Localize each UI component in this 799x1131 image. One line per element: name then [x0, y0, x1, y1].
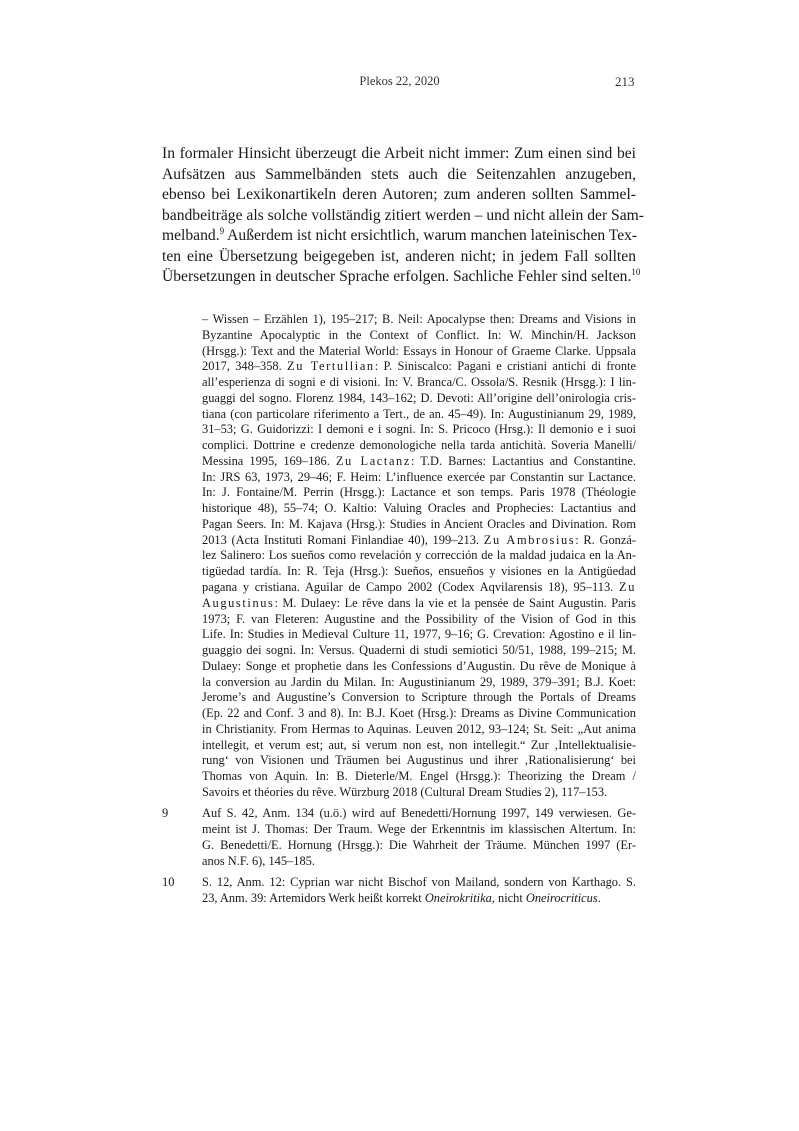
text-run: Messina 1995, 169–186. [202, 453, 336, 468]
text-run: pagana y cristiana. Aguilar de Campo 2002 (Codex Aqvilarensis 18), 95–113. [202, 580, 620, 595]
text-run: 31–53; G. Guidorizzi: I demoni e i sogni. In: S. Pricoco (Hrsg.): Il demonio e i suoi [202, 422, 636, 437]
text-run: intellegit, et verum est; aut, si verum non est, non intellegit.“ Zur ‚Intellektualisie- [202, 737, 636, 752]
text-line [202, 690, 636, 706]
text-run: guaggi del sogno. Florenz 1984, 143–162; D. Devoti: All’origine dell’onirologia cris- [202, 390, 636, 405]
italic-title: Oneirokritika [424, 890, 492, 905]
text-run: Übersetzungen in deutscher Sprache erfolgen. Sachliche Fehler sind selten. [162, 268, 632, 285]
text-run: bandbeiträge als solche vollständig zitiert werden – und nicht allein der Sam- [162, 206, 644, 224]
text-run: Life. In: Studies in Medieval Culture 11, 1977, 9–16; G. Crevation: Agostino e il lin- [202, 627, 636, 642]
text-line [202, 391, 636, 407]
spaced-heading: Zu Tertullian [287, 359, 375, 374]
running-title: Plekos 22, 2020 [359, 74, 440, 88]
text-run: In: J. Fontaine/M. Perrin (Hrsgg.): Lactance et son temps. Paris 1978 (Théologie [202, 485, 636, 500]
text-run: (Ep. 22 and Conf. 3 and 8). In: B.J. Koet (Hrsg.): Dreams as Divine Communication [202, 706, 636, 721]
text-run: ten eine Übersetzung beigegeben ist, anderen nicht; in jedem Fall sollten [162, 247, 636, 265]
text-run: Thomas von Aquin. In: B. Dieterle/M. Engel (Hrsgg.): Theorizing the Dream / [202, 769, 636, 784]
page-number: 213 [615, 74, 635, 89]
text-run: , nicht [491, 890, 526, 905]
text-line [202, 891, 636, 907]
text-line [202, 564, 636, 580]
text-run: In: JRS 63, 1973, 29–46; F. Heim: L’influence exercée par Constantin sur Lactance. [202, 469, 636, 484]
text-run: : R. Gonzá- [575, 532, 637, 547]
text-line [202, 454, 636, 470]
text-line [202, 753, 636, 769]
text-run: – Wissen – Erzählen 1), 195–217; B. Neil: Apocalypse then: Dreams and Visions in [202, 312, 636, 326]
text-line [202, 470, 636, 486]
spaced-heading: Zu Ambrosius [483, 532, 576, 547]
text-run: la conversion au Jardin du Milan. In: Augustinianum 29, 1989, 379–391; B.J. Koet: [202, 674, 636, 689]
text-run: Savoirs et théories du rêve. Würzburg 2018 (Cultural Dream Studies 2), 117–153. [202, 784, 608, 799]
text-run: ebenso bei Lexikonartikeln deren Autoren; zum anderen sollten Sammel- [162, 186, 636, 203]
text-line [202, 485, 636, 501]
text-line [202, 407, 636, 423]
text-run: in Christianity. From Hermas to Aquinas. Leuven 2012, 93–124; St. Seit: „Aut anima [202, 721, 636, 736]
text-line [202, 643, 636, 659]
text-run: 2013 (Acta Instituti Romani Finlandiae 40), 199–213. [202, 532, 484, 547]
footnote-ref: 10 [631, 267, 641, 277]
footnotes [162, 312, 636, 912]
text-line [162, 165, 636, 186]
text-run: Pagan Seers. In: M. Kajava (Hrsg.): Studies in Ancient Oracles and Divination. Rom [202, 516, 636, 531]
text-run: tigüedad tardía. In: R. Teja (Hrsg.): Sueños, ensueños y visiones en la Antigüedad [202, 564, 636, 579]
text-line [202, 854, 636, 870]
text-line [202, 822, 636, 838]
text-run: complici. Dottrine e credenze demonologiche nella tarda antichità. Soveria Manelli/ [202, 438, 636, 453]
text-run: Auf S. 42, Anm. 134 (u.ö.) wird auf Benedetti/Hornung 1997, 149 verwiesen. Ge- [202, 806, 636, 821]
text-line [202, 785, 636, 801]
text-line [162, 206, 644, 227]
text-run: (Hrsgg.): Text and the Material World: Essays in Honour of Graeme Clarke. Uppsala [202, 343, 636, 358]
text-line [202, 722, 636, 738]
text-line [202, 422, 636, 438]
text-line [162, 144, 636, 165]
text-run: rung‘ von Visionen und Träumen bei Augustinus und ihrer ‚Rationalisierung‘ bei [202, 753, 636, 768]
text-line [202, 675, 636, 691]
text-run: 1973; F. van Fleteren: Augustine and the Possibility of the Vision of God in this [202, 611, 636, 626]
text-line [202, 738, 636, 754]
text-run: Dulaey: Songe et prophetie dans les Confessions d’Augustin. Du rêve de Monique à [202, 658, 636, 673]
text-run: melband. [162, 227, 220, 244]
text-line [162, 247, 636, 268]
footnote [162, 312, 636, 801]
text-run: : P. Siniscalco: Pagani e cristiani antichi di fronte [374, 359, 636, 374]
text-line [202, 769, 636, 785]
text-line [202, 706, 636, 722]
text-line [202, 359, 636, 375]
text-run: historique 48), 55–74; O. Kaltio: Valuing Oracles and Prophecies: Lactantius and [202, 501, 636, 516]
text-line [162, 185, 636, 206]
text-run: all’esperienza di sogni e di visioni. In: V. Branca/C. Ossola/S. Resnik (Hrsgg.): I lin- [202, 375, 636, 390]
text-run: Aufsätzen aus Sammelbänden stets auch die Seitenzahlen anzugeben, [162, 165, 636, 183]
text-run: . [597, 890, 601, 905]
text-run: Außerdem ist nicht ersichtlich, warum manchen lateinischen Tex- [224, 227, 638, 244]
spaced-heading: Zu [619, 580, 636, 595]
text-line [162, 226, 636, 247]
text-run: S. 12, Anm. 12: Cyprian war nicht Bischof von Mailand, sondern von Karthago. S. [202, 874, 636, 889]
text-run: : T.D. Barnes: Lactantius and Constantine. [410, 453, 637, 468]
spaced-heading: Augustinus [202, 595, 275, 610]
text-line [202, 517, 636, 533]
text-run: : M. Dulaey: Le rêve dans la vie et la pensée de Saint Augustin. Paris [274, 595, 636, 610]
footnote-number: 10 [162, 874, 175, 889]
spaced-heading: Zu Lactanz [335, 453, 411, 468]
footnote [162, 875, 636, 907]
text-line [202, 875, 636, 891]
text-run: G. Benedetti/E. Hornung (Hrsgg.): Die Wahrheit der Träume. München 1997 (Er- [202, 837, 636, 852]
text-run: tiana (con particolare riferimento a Tert., de an. 45–49). In: Augustinianum 29, 1989, [202, 406, 636, 421]
main-paragraph [162, 144, 644, 288]
text-line [202, 659, 636, 675]
text-line [202, 438, 636, 454]
text-line [202, 328, 636, 344]
text-line [202, 548, 636, 564]
text-line [202, 612, 636, 628]
text-run: In formaler Hinsicht überzeugt die Arbeit nicht immer: Zum einen sind bei [162, 145, 636, 162]
footnote-number: 9 [162, 806, 169, 821]
text-run: Jerome’s and Augustine’s Conversion to Scripture through the Portals of Dreams [202, 690, 636, 705]
text-line [202, 501, 636, 517]
italic-title: Oneirocriticus [525, 890, 598, 905]
text-run: lez Salinero: Los sueños como revelación y corrección de la maldad judaica en la An- [202, 548, 636, 563]
text-run: meint ist J. Thomas: Der Traum. Wege der Erkenntnis im klassischen Altertum. In: [202, 822, 636, 836]
text-line [202, 312, 636, 328]
text-line [202, 627, 636, 643]
text-run: anos N.F. 6), 145–185. [202, 853, 315, 868]
text-run: guaggio dei sogni. In: Versus. Quaderni di studi semiotici 50/51, 1988, 199–215; M. [202, 643, 636, 658]
text-run: 23, Anm. 39: Artemidors Werk heißt korrekt [202, 890, 425, 905]
text-line [162, 267, 641, 288]
text-run: Byzantine Apocalyptic in the Context of Conflict. In: W. Minchin/H. Jackson [202, 327, 636, 342]
text-line [202, 580, 636, 596]
text-line [202, 375, 636, 391]
footnote-ref: 9 [219, 226, 225, 236]
text-line [202, 806, 636, 822]
text-line [202, 533, 636, 549]
text-line [202, 838, 636, 854]
footnote [162, 806, 636, 869]
text-run: 2017, 348–358. [202, 359, 288, 374]
text-line [202, 344, 636, 360]
text-line [202, 596, 636, 612]
